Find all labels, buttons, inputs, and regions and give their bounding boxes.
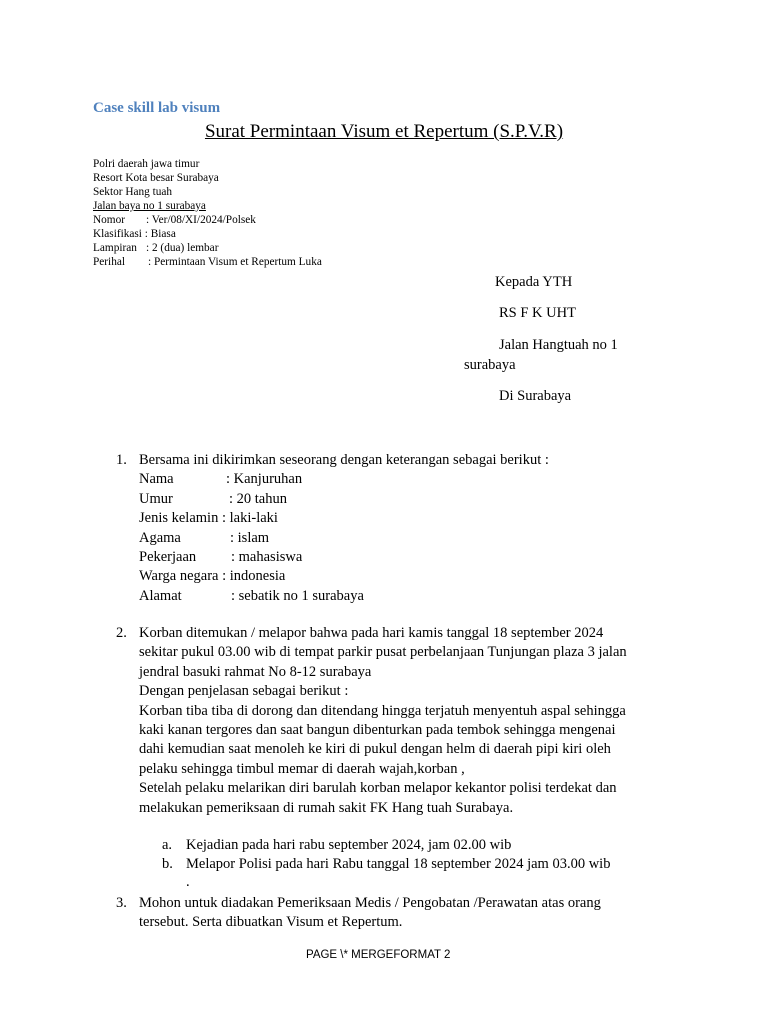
request-text xyxy=(139,894,679,933)
identity-agama xyxy=(139,529,679,548)
identity-label: Pekerjaan xyxy=(139,549,197,566)
list-number: 3. xyxy=(116,895,127,911)
sub-item-trailing-dot: . xyxy=(186,874,190,890)
item1-intro: Bersama ini dikirimkan seseorang dengan keterangan sebagai berikut : xyxy=(139,452,549,468)
sub-item-marker-a: a. xyxy=(162,837,173,853)
identity-value: : indonesia xyxy=(222,568,286,585)
header-field-klasifikasi xyxy=(93,227,322,241)
field-value: : Ver/08/XI/2024/Polsek xyxy=(146,214,256,226)
identity-value: : islam xyxy=(230,529,270,546)
recipient-line-kepada: Kepada YTH xyxy=(495,274,573,290)
narrative-line: kaki kanan tergores dan saat bangun dibenturkan pada tembok sehingga mengenai xyxy=(139,722,616,739)
narrative-line: jendral basuki rahmat No 8-12 surabaya xyxy=(139,663,372,680)
identity-warga-negara xyxy=(139,567,679,586)
identity-label: Alamat xyxy=(139,587,182,604)
header-line-sector: Sektor Hang tuah xyxy=(93,186,173,198)
header-block xyxy=(93,157,322,269)
header-field-perihal xyxy=(93,255,322,269)
identity-value: : laki-laki xyxy=(221,510,278,527)
narrative-line: pelaku sehingga timbul memar di daerah wajah,korban , xyxy=(139,760,465,777)
identity-value: : sebatik no 1 surabaya xyxy=(231,587,364,604)
narrative-line: Korban ditemukan / melapor bahwa pada hari kamis tanggal 18 september 2024 xyxy=(139,625,604,641)
sub-item-text-a: Kejadian pada hari rabu september 2024, jam 02.00 wib xyxy=(186,837,512,853)
header-line-street: Jalan baya no 1 surabaya xyxy=(93,200,206,212)
field-label: Nomor xyxy=(93,214,126,226)
recipient-line-di: Di Surabaya xyxy=(499,388,572,404)
identity-label: Warga negara xyxy=(139,568,219,585)
field-label: Perihal xyxy=(93,256,125,268)
field-label: Klasifikasi xyxy=(93,228,142,240)
recipient-line-city: surabaya xyxy=(464,357,516,373)
identity-umur xyxy=(139,490,679,509)
incident-narrative xyxy=(139,624,679,818)
identity-value: : mahasiswa xyxy=(231,549,303,566)
sub-item-marker-b: b. xyxy=(162,856,173,872)
identity-label: Umur xyxy=(139,490,173,507)
header-field-lampiran xyxy=(93,241,322,255)
list-number: 1. xyxy=(116,452,127,468)
header-line-police: Polri daerah jawa timur xyxy=(93,158,200,170)
narrative-line: Korban tiba tiba di dorong dan ditendang hingga terjatuh menyentuh aspal sehingga xyxy=(139,702,626,719)
narrative-line: sekitar pukul 03.00 wib di tempat parkir pusat perbelanjaan Tunjungan plaza 3 jalan xyxy=(139,644,627,661)
document-title: Surat Permintaan Visum et Repertum (S.P.V.R) xyxy=(204,121,564,142)
recipient-line-rs: RS F K UHT xyxy=(499,305,576,321)
identity-label: Nama xyxy=(139,471,174,488)
request-line: Mohon untuk diadakan Pemeriksaan Medis / Pengobatan /Perawatan atas orang xyxy=(139,895,601,911)
narrative-line: dahi kemudian saat menoleh ke kiri di pukul dengan helm di daerah pipi kiri oleh xyxy=(139,741,611,758)
field-label: Lampiran xyxy=(93,242,137,254)
field-value: : Permintaan Visum et Repertum Luka xyxy=(148,256,322,268)
identity-pekerjaan xyxy=(139,548,679,567)
field-value: : Biasa xyxy=(144,228,176,240)
header-field-nomor xyxy=(93,213,322,227)
identity-block xyxy=(139,451,679,606)
field-value: : 2 (dua) lembar xyxy=(146,242,219,254)
identity-label: Agama xyxy=(139,529,181,546)
identity-label: Jenis kelamin xyxy=(139,510,219,527)
recipient-line-street: Jalan Hangtuah no 1 xyxy=(499,337,618,353)
identity-nama xyxy=(139,470,679,489)
request-line: tersebut. Serta dibuatkan Visum et Repertum. xyxy=(139,914,403,931)
identity-jenis-kelamin xyxy=(139,509,679,528)
narrative-line: melakukan pemeriksaan di rumah sakit FK Hang tuah Surabaya. xyxy=(139,799,514,816)
header-line-resort: Resort Kota besar Surabaya xyxy=(93,172,219,184)
case-title: Case skill lab visum xyxy=(93,100,221,116)
identity-alamat xyxy=(139,587,679,606)
page-footer-field: PAGE \* MERGEFORMAT 2 xyxy=(306,949,451,961)
list-number: 2. xyxy=(116,625,127,641)
narrative-line: Setelah pelaku melarikan diri barulah korban melapor kekantor polisi terdekat dan xyxy=(139,780,617,797)
narrative-line: Dengan penjelasan sebagai berikut : xyxy=(139,683,349,700)
sub-item-text-b: Melapor Polisi pada hari Rabu tanggal 18 september 2024 jam 03.00 wib xyxy=(186,856,611,872)
identity-value: : 20 tahun xyxy=(229,490,287,507)
identity-value: : Kanjuruhan xyxy=(226,471,303,488)
